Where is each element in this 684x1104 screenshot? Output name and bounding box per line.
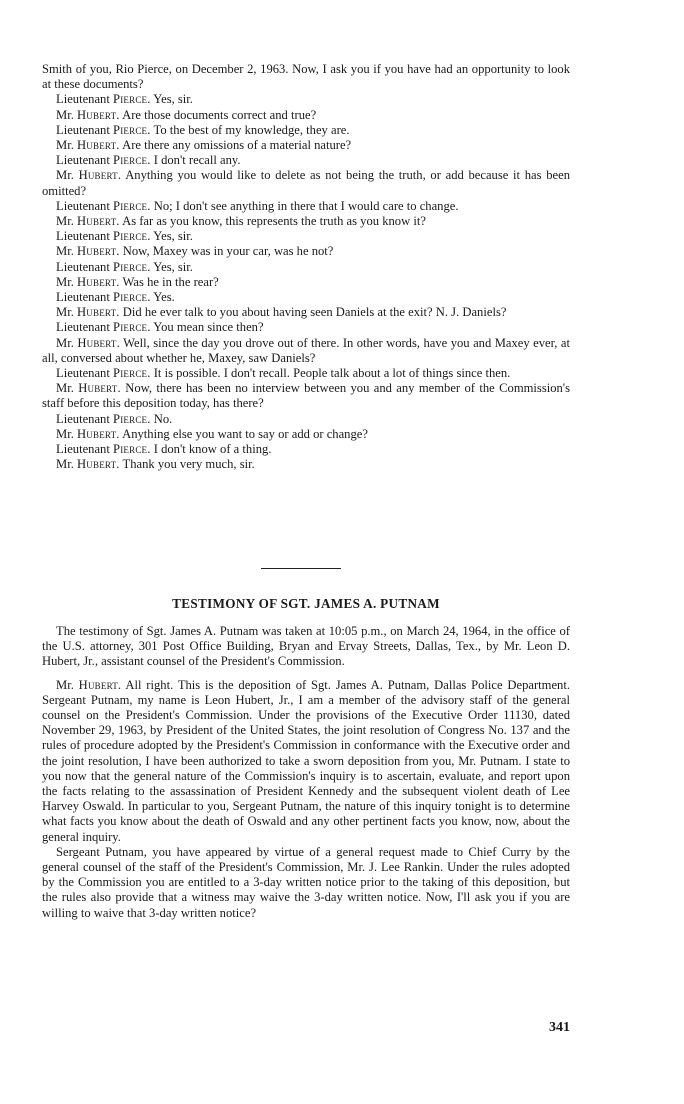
testimony-line: [42, 442, 570, 457]
speaker-name: Pierce.: [113, 290, 151, 305]
speaker-title: Mr.: [56, 244, 74, 259]
statement-text: I don't know of a thing.: [153, 442, 272, 457]
section-divider: [261, 568, 341, 569]
speaker-title: Lieutenant: [56, 442, 110, 457]
statement-text: As far as you know, this represents the truth as you know it?: [122, 214, 426, 229]
speaker-title: Mr.: [56, 168, 74, 183]
speaker-title: Mr.: [56, 381, 74, 396]
speaker-title: Mr.: [56, 677, 74, 692]
testimony-line: [42, 199, 570, 214]
speaker-name: Hubert.: [78, 677, 122, 692]
testimony-line: [42, 244, 570, 259]
speaker-title: Lieutenant: [56, 411, 110, 426]
testimony-line: [42, 336, 570, 366]
testimony-line: [42, 214, 570, 229]
speaker-title: Lieutenant: [56, 290, 110, 305]
speaker-title: Lieutenant: [56, 153, 110, 168]
speaker-name: Hubert.: [78, 381, 121, 396]
testimony-line: [42, 168, 570, 198]
testimony-line: [42, 366, 570, 381]
speaker-title: Mr.: [56, 426, 74, 441]
testimony-line: [42, 153, 570, 168]
speaker-title: Lieutenant: [56, 122, 110, 137]
speaker-name: Pierce.: [113, 198, 151, 213]
testimony-line: [42, 678, 570, 845]
testimony-line: [42, 108, 570, 123]
statement-text: Anything you would like to delete as not being the truth, or add because it has been omitted?: [42, 168, 570, 198]
speaker-name: Hubert.: [77, 457, 120, 472]
speaker-name: Pierce.: [113, 366, 151, 381]
statement-text: Well, since the day you drove out of there. In other words, have you and Maxey ever, at all, conversed about whether he, Maxey, saw Daniels?: [42, 335, 570, 365]
speaker-title: Lieutenant: [56, 92, 110, 107]
paragraph-text: Sergeant Putnam, you have appeared by virtue of a general request made to Chief Curry by the general counsel of the staff of the President's Commission, Mr. J. Lee Rankin. Under the rules adopted by the Commission you are entitled to a 3-day written notice prior to the taking of this deposition, but the rules also provide that a witness may waive the 3-day written notice. Now, I'll ask you if you are willing to waive that 3-day written notice?: [42, 844, 570, 920]
statement-text: All right. This is the deposition of Sgt. James A. Putnam, Dallas Police Department. Sergeant Putnam, my name is Leon Hubert, Jr., I am a member of the advisory staff of the general counsel on the President's Commission. Under the provisions of the Executive Order 11130, dated November 29, 1963, by President of the United States, the joint resolution of Congress No. 137 and the rules of procedure adopted by the President's Commission in conformance with the Executive order and the joint resolution, I have been authorized to take a sworn deposition from you, Mr. Putnam. I state to you now that the general nature of the Commission's inquiry is to ascertain, evaluate, and report upon the facts relating to the assassination of President Kennedy and the subsequent violent death of Lee Harvey Oswald. In particular to you, Sergeant Putnam, the nature of this inquiry tonight is to determine what facts you know about the death of Oswald and any other pertinent facts you know, now, about the general inquiry.: [42, 677, 570, 844]
statement-text: Now, there has been no interview between you and any member of the Commission's staff before this deposition today, has there?: [42, 381, 570, 411]
statement-text: To the best of my knowledge, they are.: [153, 122, 350, 137]
testimony-line: [42, 260, 570, 275]
paragraph-gap: [42, 670, 570, 678]
paragraph-text: Smith of you, Rio Pierce, on December 2, 1963. Now, I ask you if you have had an opportunity to look at these documents?: [42, 62, 570, 92]
speaker-name: Hubert.: [77, 274, 120, 289]
speaker-name: Pierce.: [113, 153, 151, 168]
speaker-name: Hubert.: [77, 138, 120, 153]
speaker-name: Pierce.: [113, 411, 151, 426]
testimony-intro: The testimony of Sgt. James A. Putnam was taken at 10:05 p.m., on March 24, 1964, in the office of the U.S. attorney, 301 Post Office Building, Bryan and Ervay Streets, Dallas, Tex., by Mr. Leon D. Hubert, Jr., assistant counsel of the President's Commission.: [42, 624, 570, 669]
speaker-title: Mr.: [56, 335, 74, 350]
transcript-continuation: [42, 62, 570, 472]
testimony-line: [42, 412, 570, 427]
speaker-name: Pierce.: [113, 92, 151, 107]
testimony-line: [42, 229, 570, 244]
testimony-line: [42, 290, 570, 305]
statement-text: Was he in the rear?: [122, 274, 219, 289]
testimony-line: [42, 381, 570, 411]
speaker-name: Hubert.: [77, 305, 120, 320]
statement-text: Anything else you want to say or add or change?: [122, 426, 368, 441]
statement-text: I don't recall any.: [153, 153, 241, 168]
paragraph: [42, 845, 570, 921]
speaker-title: Lieutenant: [56, 259, 110, 274]
speaker-name: Hubert.: [77, 214, 120, 229]
speaker-title: Lieutenant: [56, 229, 110, 244]
statement-text: Yes, sir.: [153, 92, 193, 107]
speaker-name: Pierce.: [113, 442, 151, 457]
testimony-line: [42, 320, 570, 335]
putnam-testimony: [42, 624, 570, 921]
speaker-title: Mr.: [56, 214, 74, 229]
statement-text: Yes, sir.: [153, 229, 193, 244]
speaker-title: Mr.: [56, 274, 74, 289]
statement-text: No.: [153, 411, 173, 426]
statement-text: You mean since then?: [153, 320, 264, 335]
speaker-title: Mr.: [56, 138, 74, 153]
statement-text: Thank you very much, sir.: [122, 457, 255, 472]
statement-text: Are there any omissions of a material nature?: [122, 138, 352, 153]
speaker-name: Hubert.: [77, 244, 120, 259]
continued-paragraph: [42, 62, 570, 92]
statement-text: Are those documents correct and true?: [122, 107, 317, 122]
speaker-title: Mr.: [56, 305, 74, 320]
testimony-heading: TESTIMONY OF SGT. JAMES A. PUTNAM: [172, 596, 440, 611]
testimony-line: [42, 275, 570, 290]
speaker-name: Hubert.: [77, 107, 120, 122]
testimony-line: [42, 305, 570, 320]
speaker-name: Hubert.: [78, 168, 122, 183]
speaker-title: Lieutenant: [56, 366, 110, 381]
testimony-line: [42, 123, 570, 138]
testimony-line: [42, 92, 570, 107]
speaker-name: Pierce.: [113, 122, 151, 137]
page-number: 341: [549, 1020, 570, 1035]
statement-text: Yes, sir.: [153, 259, 193, 274]
statement-text: Did he ever talk to you about having seen Daniels at the exit? N. J. Daniels?: [122, 305, 507, 320]
speaker-title: Mr.: [56, 107, 74, 122]
speaker-name: Hubert.: [77, 335, 120, 350]
speaker-title: Lieutenant: [56, 198, 110, 213]
speaker-name: Pierce.: [113, 259, 151, 274]
speaker-title: Lieutenant: [56, 320, 110, 335]
testimony-line: [42, 457, 570, 472]
statement-text: It is possible. I don't recall. People talk about a lot of things since then.: [153, 366, 511, 381]
testimony-line: [42, 138, 570, 153]
statement-text: No; I don't see anything in there that I would care to change.: [153, 198, 459, 213]
statement-text: Yes.: [153, 290, 175, 305]
speaker-name: Hubert.: [77, 426, 120, 441]
statement-text: Now, Maxey was in your car, was he not?: [122, 244, 334, 259]
speaker-name: Pierce.: [113, 320, 151, 335]
speaker-name: Pierce.: [113, 229, 151, 244]
speaker-title: Mr.: [56, 457, 74, 472]
testimony-line: [42, 427, 570, 442]
putnam-transcript: [42, 678, 570, 921]
